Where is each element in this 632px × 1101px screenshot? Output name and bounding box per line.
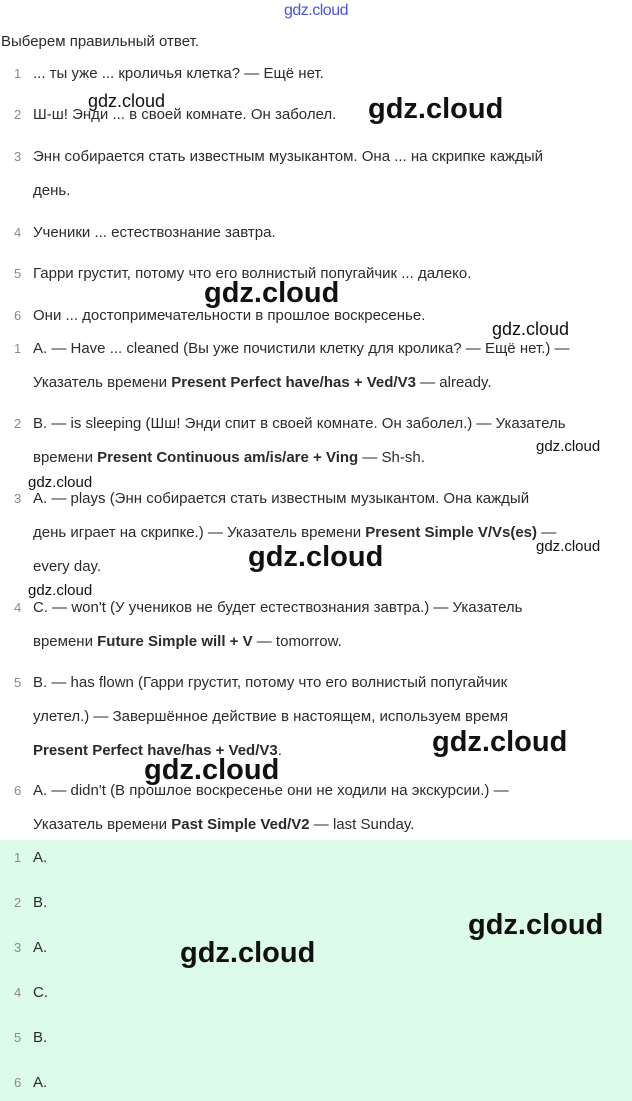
- explanation-text: C. — won't (У учеников не будет естествознания завтра.) — Указатель времени Future Simple will + V — tomorrow.: [33, 599, 523, 650]
- watermark: gdz.cloud: [368, 93, 504, 125]
- explanation-number: 1: [14, 341, 22, 356]
- question-text: Ш-ш! Энди ... в своей комнате. Он заболел.: [33, 106, 337, 123]
- watermark: gdz.cloud: [248, 541, 384, 573]
- answer-number: 6: [14, 1075, 22, 1090]
- question-text: Гарри грустит, потому что его волнистый попугайчик ... далеко.: [33, 265, 472, 282]
- watermark: gdz.cloud: [144, 754, 280, 786]
- question-number: 1: [14, 66, 22, 81]
- explanation-number: 5: [14, 675, 22, 690]
- explanation-text: A. — didn't (В прошлое воскресенье они не ходили на экскурсии.) — Указатель времени Past Simple Ved/V2 — last Sunday.: [33, 782, 509, 833]
- question-text: Энн собирается стать известным музыкантом. Она ... на скрипке каждый день.: [33, 148, 543, 199]
- question-text: ... ты уже ... кроличья клетка? — Ещё нет.: [33, 65, 324, 82]
- answer-value: B.: [33, 894, 48, 911]
- explanation-text: A. — Have ... cleaned (Вы уже почистили клетку для кролика? — Ещё нет.) — Указатель времени Present Perfect have/has + Ved/V3 — already.: [33, 340, 570, 391]
- question-number: 4: [14, 225, 22, 240]
- question-text: Ученики ... естествознание завтра.: [33, 224, 276, 241]
- explanation-text: A. — plays (Энн собирается стать известным музыкантом. Она каждый день играет на скрипке.) — Указатель времени Present Simple V/Vs(es) — every day.: [33, 490, 557, 575]
- watermark: gdz.cloud: [536, 538, 601, 555]
- watermark: gdz.cloud: [28, 582, 93, 599]
- answer-value: A.: [33, 939, 48, 956]
- watermark: gdz.cloud: [204, 277, 340, 309]
- question-text: Они ... достопримечательности в прошлое воскресенье.: [33, 307, 426, 324]
- watermark: gdz.cloud: [536, 438, 601, 455]
- site-logo[interactable]: gdz.cloud: [284, 2, 348, 19]
- answer-value: B.: [33, 1029, 48, 1046]
- watermark: gdz.cloud: [88, 91, 166, 111]
- watermark: gdz.cloud: [180, 937, 316, 969]
- answer-number: 4: [14, 985, 22, 1000]
- watermark: gdz.cloud: [432, 726, 568, 758]
- explanation-number: 6: [14, 783, 22, 798]
- answers-panel: [0, 840, 632, 1101]
- question-number: 2: [14, 107, 22, 122]
- answer-number: 3: [14, 940, 22, 955]
- explanation-number: 3: [14, 491, 22, 506]
- answer-number: 2: [14, 895, 22, 910]
- watermark: gdz.cloud: [28, 474, 93, 491]
- question-number: 3: [14, 149, 22, 164]
- explanation-number: 2: [14, 416, 22, 431]
- answer-value: A.: [33, 1074, 48, 1091]
- question-number: 5: [14, 266, 22, 281]
- watermark: gdz.cloud: [468, 909, 604, 941]
- answer-number: 5: [14, 1030, 22, 1045]
- answer-value: A.: [33, 849, 48, 866]
- explanation-text: B. — has flown (Гарри грустит, потому что его волнистый попугайчик улетел.) — Завершённое действие в настоящем, используем время Present Perfect have/has + Ved/V3.: [33, 674, 509, 759]
- answer-value: C.: [33, 984, 48, 1001]
- explanation-text: B. — is sleeping (Шш! Энди спит в своей комнате. Он заболел.) — Указатель времени Present Continuous am/is/are + Ving — Sh-sh.: [33, 415, 566, 466]
- watermark: gdz.cloud: [492, 319, 570, 339]
- answer-number: 1: [14, 850, 22, 865]
- explanation-number: 4: [14, 600, 22, 615]
- intro-text: Выберем правильный ответ.: [1, 33, 199, 50]
- question-number: 6: [14, 308, 22, 323]
